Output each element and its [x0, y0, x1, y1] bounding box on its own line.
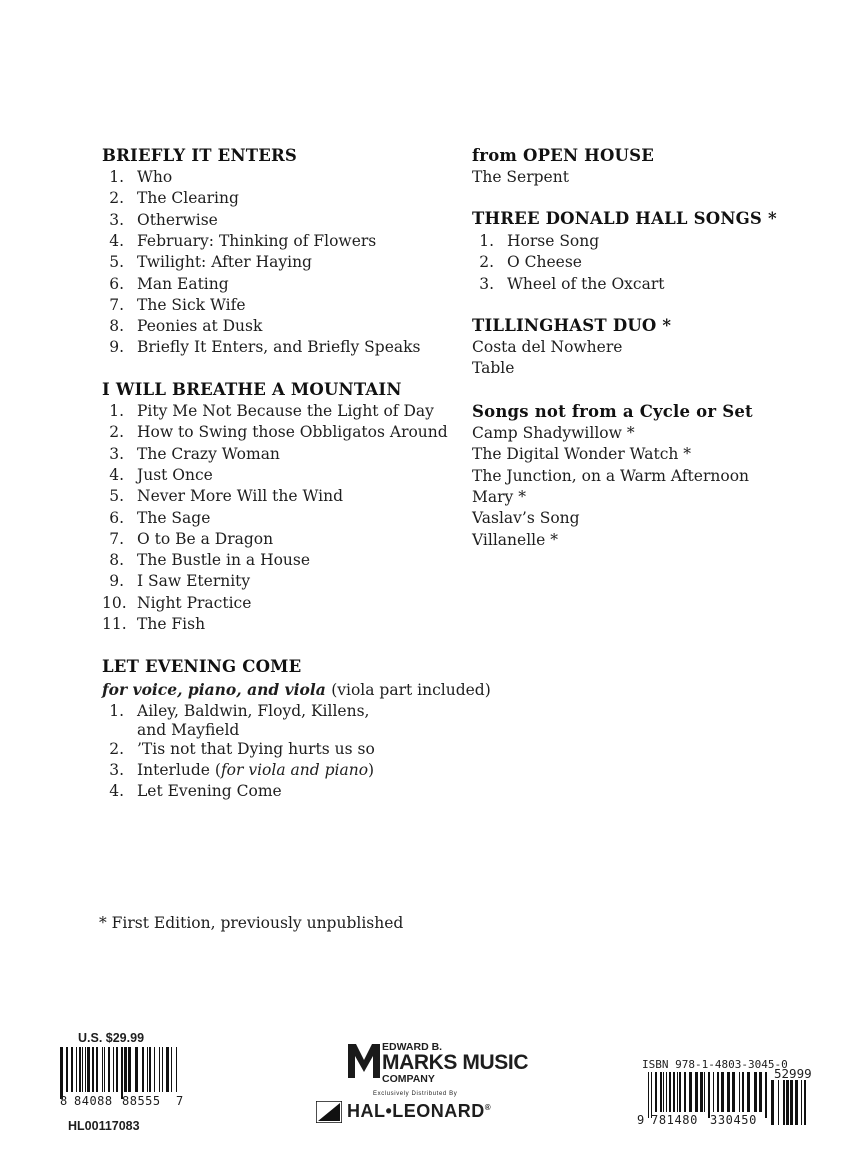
barcode-bar: [128, 1047, 131, 1092]
barcode-bar: [171, 1047, 172, 1092]
item-title: The Fish: [137, 615, 206, 633]
list-item: The Serpent: [472, 168, 569, 186]
barcode-bar: [92, 1047, 94, 1092]
barcode-bar: [82, 1047, 83, 1092]
item-title: Briefly It Enters, and Briefly Speaks: [137, 338, 421, 357]
isbn: ISBN 978-1-4803-3045-0: [642, 1058, 788, 1071]
item-number: 6.: [109, 508, 124, 527]
item-number: 2.: [109, 740, 124, 758]
distributor-name: HAL•LEONARD®: [347, 1101, 492, 1121]
item-number: 3.: [109, 444, 124, 463]
publisher-line-3: COMPANY: [382, 1073, 435, 1085]
list-item: Mary *: [472, 487, 526, 506]
item-number: 2.: [479, 253, 494, 272]
barcode-bar: [154, 1047, 155, 1092]
item-title: O to Be a Dragon: [137, 529, 274, 548]
barcode-bar: [102, 1047, 103, 1092]
item-number: 1.: [109, 702, 124, 720]
barcode-bar: [727, 1072, 730, 1112]
item-title: Just Once: [137, 465, 213, 484]
barcode-bar: [669, 1072, 671, 1112]
barcode-bar: [679, 1072, 681, 1112]
barcode-bar: [771, 1080, 774, 1125]
upc-digit-last: 7: [176, 1094, 184, 1108]
item-title: The Sick Wife: [137, 295, 246, 314]
barcode-bar: [666, 1072, 667, 1112]
item-number: 9.: [109, 572, 124, 591]
barcode-bar: [700, 1072, 703, 1112]
item-number: 1.: [479, 232, 494, 250]
item-number: 1.: [109, 168, 124, 186]
barcode-bar: [96, 1047, 98, 1092]
barcode-bar: [651, 1072, 652, 1118]
barcode-bar: [104, 1047, 105, 1092]
barcode-bar: [778, 1080, 779, 1125]
list-item: Table: [472, 359, 515, 377]
item-title: O Cheese: [507, 253, 582, 272]
item-title: Interlude (for viola and piano): [137, 761, 375, 779]
barcode-bar: [801, 1080, 802, 1125]
barcode-bar: [695, 1072, 698, 1112]
publisher-line-2: MARKS MUSIC: [382, 1051, 529, 1074]
barcode-bar: [162, 1047, 163, 1092]
barcode-bar: [66, 1047, 68, 1092]
barcode-bar: [790, 1080, 793, 1125]
barcode-bar: [60, 1047, 63, 1099]
item-number: 4.: [109, 465, 124, 484]
item-number: 7.: [109, 295, 124, 314]
item-number: 3.: [109, 210, 124, 229]
addon-barcode: [771, 1080, 809, 1125]
barcode-bar: [121, 1047, 123, 1099]
barcode-bar: [655, 1072, 657, 1112]
barcode-bar: [166, 1047, 169, 1092]
item-number: 9.: [109, 338, 124, 357]
barcode-bar: [135, 1047, 138, 1092]
barcode-bar: [742, 1072, 744, 1112]
barcode-bar: [85, 1047, 86, 1092]
barcode-bar: [71, 1047, 73, 1092]
barcode-bar: [786, 1080, 789, 1125]
item-title: Man Eating: [137, 274, 229, 293]
barcode-bar: [648, 1072, 649, 1118]
item-title: Ailey, Baldwin, Floyd, Killens,: [137, 702, 370, 720]
barcode-bar: [124, 1047, 127, 1092]
barcode-bar: [142, 1047, 144, 1092]
list-item: The Digital Wonder Watch *: [472, 445, 692, 464]
item-title: Pity Me Not Because the Light of Day: [137, 402, 434, 420]
item-number: 2.: [109, 423, 124, 442]
marks-m-logo-icon: [346, 1040, 382, 1082]
barcode-bar: [660, 1072, 662, 1112]
barcode-bar: [689, 1072, 692, 1112]
item-title: The Sage: [137, 508, 211, 527]
barcode-bar: [149, 1047, 151, 1092]
barcode-bar: [747, 1072, 750, 1112]
item-number: 5.: [109, 253, 124, 272]
subtitle-italic: for voice, piano, and viola: [102, 680, 326, 699]
section-title: I WILL BREATHE A MOUNTAIN: [102, 380, 402, 399]
barcode-bar: [159, 1047, 160, 1092]
upc-digit-first: 8: [60, 1094, 68, 1108]
isbn-digit-group: 781480: [651, 1113, 698, 1127]
item-title: The Bustle in a House: [137, 551, 311, 570]
item-number: 8.: [109, 317, 124, 336]
isbn-digit-group: 330450: [710, 1113, 757, 1127]
barcode-bar: [732, 1072, 735, 1112]
item-title: The Crazy Woman: [137, 444, 280, 463]
barcode-bar: [684, 1072, 686, 1112]
barcode-bar: [795, 1080, 798, 1125]
barcode-bar: [147, 1047, 148, 1092]
isbn-digit-first: 9: [637, 1113, 645, 1127]
barcode-bar: [739, 1072, 740, 1112]
list-item: Vaslav’s Song: [472, 509, 580, 528]
item-title: Who: [137, 168, 173, 186]
distributed-by: Exclusively Distributed By: [373, 1091, 458, 1097]
section-title: THREE DONALD HALL SONGS *: [472, 209, 777, 228]
barcode-bar: [717, 1072, 719, 1112]
barcode-bar: [87, 1047, 90, 1092]
section-title: BRIEFLY IT ENTERS: [102, 146, 298, 165]
footnote: * First Edition, previously unpublished: [99, 914, 404, 932]
item-number: 4.: [109, 782, 124, 800]
item-number: 4.: [109, 231, 124, 250]
item-number: 2.: [109, 189, 124, 208]
item-number: 3.: [109, 761, 124, 779]
barcode-bar: [79, 1047, 81, 1092]
upc-digit-group: 84088: [74, 1094, 113, 1108]
barcode-bar: [673, 1072, 675, 1112]
item-title: Never More Will the Wind: [137, 487, 344, 506]
publisher-line-1: EDWARD B.: [382, 1041, 443, 1053]
section-title: from OPEN HOUSE: [472, 146, 655, 165]
item-number: 1.: [109, 402, 124, 420]
item-title: The Clearing: [137, 189, 239, 208]
barcode-bar: [783, 1080, 785, 1125]
hal-leonard-emblem-icon: [316, 1101, 342, 1123]
item-number: 8.: [109, 551, 124, 570]
list-item: Costa del Nowhere: [472, 338, 623, 356]
section-subtitle: [102, 680, 491, 699]
item-title: February: Thinking of Flowers: [137, 231, 377, 250]
item-number: 11.: [102, 615, 127, 633]
item-number: 3.: [479, 274, 494, 293]
barcode-bar: [708, 1072, 710, 1118]
item-title-continued: and Mayfield: [137, 721, 240, 739]
item-title: Let Evening Come: [137, 782, 282, 800]
barcode-bar: [759, 1072, 762, 1112]
item-number: 10.: [102, 593, 127, 612]
barcode-bar: [713, 1072, 714, 1112]
price-addon-code: 52999: [774, 1066, 812, 1081]
price: U.S. $29.99: [78, 1031, 145, 1045]
upc-digit-group: 88555: [122, 1094, 161, 1108]
item-title: Otherwise: [137, 210, 218, 229]
subtitle-plain: (viola part included): [331, 681, 491, 699]
barcode-bar: [116, 1047, 118, 1092]
barcode-bar: [677, 1072, 678, 1112]
barcode-bar: [754, 1072, 757, 1112]
item-title: Twilight: After Haying: [137, 253, 312, 272]
barcode-bar: [176, 1047, 177, 1092]
barcode-bar: [721, 1072, 724, 1112]
barcode-bar: [663, 1072, 664, 1112]
list-item: Camp Shadywillow *: [472, 424, 635, 442]
item-title: Horse Song: [507, 232, 600, 250]
list-item: The Junction, on a Warm Afternoon: [472, 466, 750, 485]
item-number: 7.: [109, 529, 124, 548]
item-number: 5.: [109, 487, 124, 506]
section-title: Songs not from a Cycle or Set: [472, 402, 753, 421]
item-title: Peonies at Dusk: [137, 317, 263, 336]
item-title: Night Practice: [137, 593, 252, 612]
item-title: I Saw Eternity: [137, 572, 251, 591]
barcode-bar: [113, 1047, 114, 1092]
item-title: How to Swing those Obbligatos Around: [137, 423, 448, 442]
barcode-bar: [765, 1072, 767, 1118]
section-title: LET EVENING COME: [102, 657, 302, 676]
item-title: ’Tis not that Dying hurts us so: [137, 740, 375, 758]
item-title: Wheel of the Oxcart: [507, 274, 665, 293]
barcode-bar: [76, 1047, 77, 1092]
barcode-bar: [108, 1047, 110, 1092]
catalog-code: HL00117083: [68, 1119, 140, 1133]
item-number: 6.: [109, 274, 124, 293]
barcode-bar: [804, 1080, 806, 1125]
list-item: Villanelle *: [472, 530, 558, 549]
section-title: TILLINGHAST DUO *: [472, 316, 672, 335]
barcode-bar: [704, 1072, 705, 1112]
